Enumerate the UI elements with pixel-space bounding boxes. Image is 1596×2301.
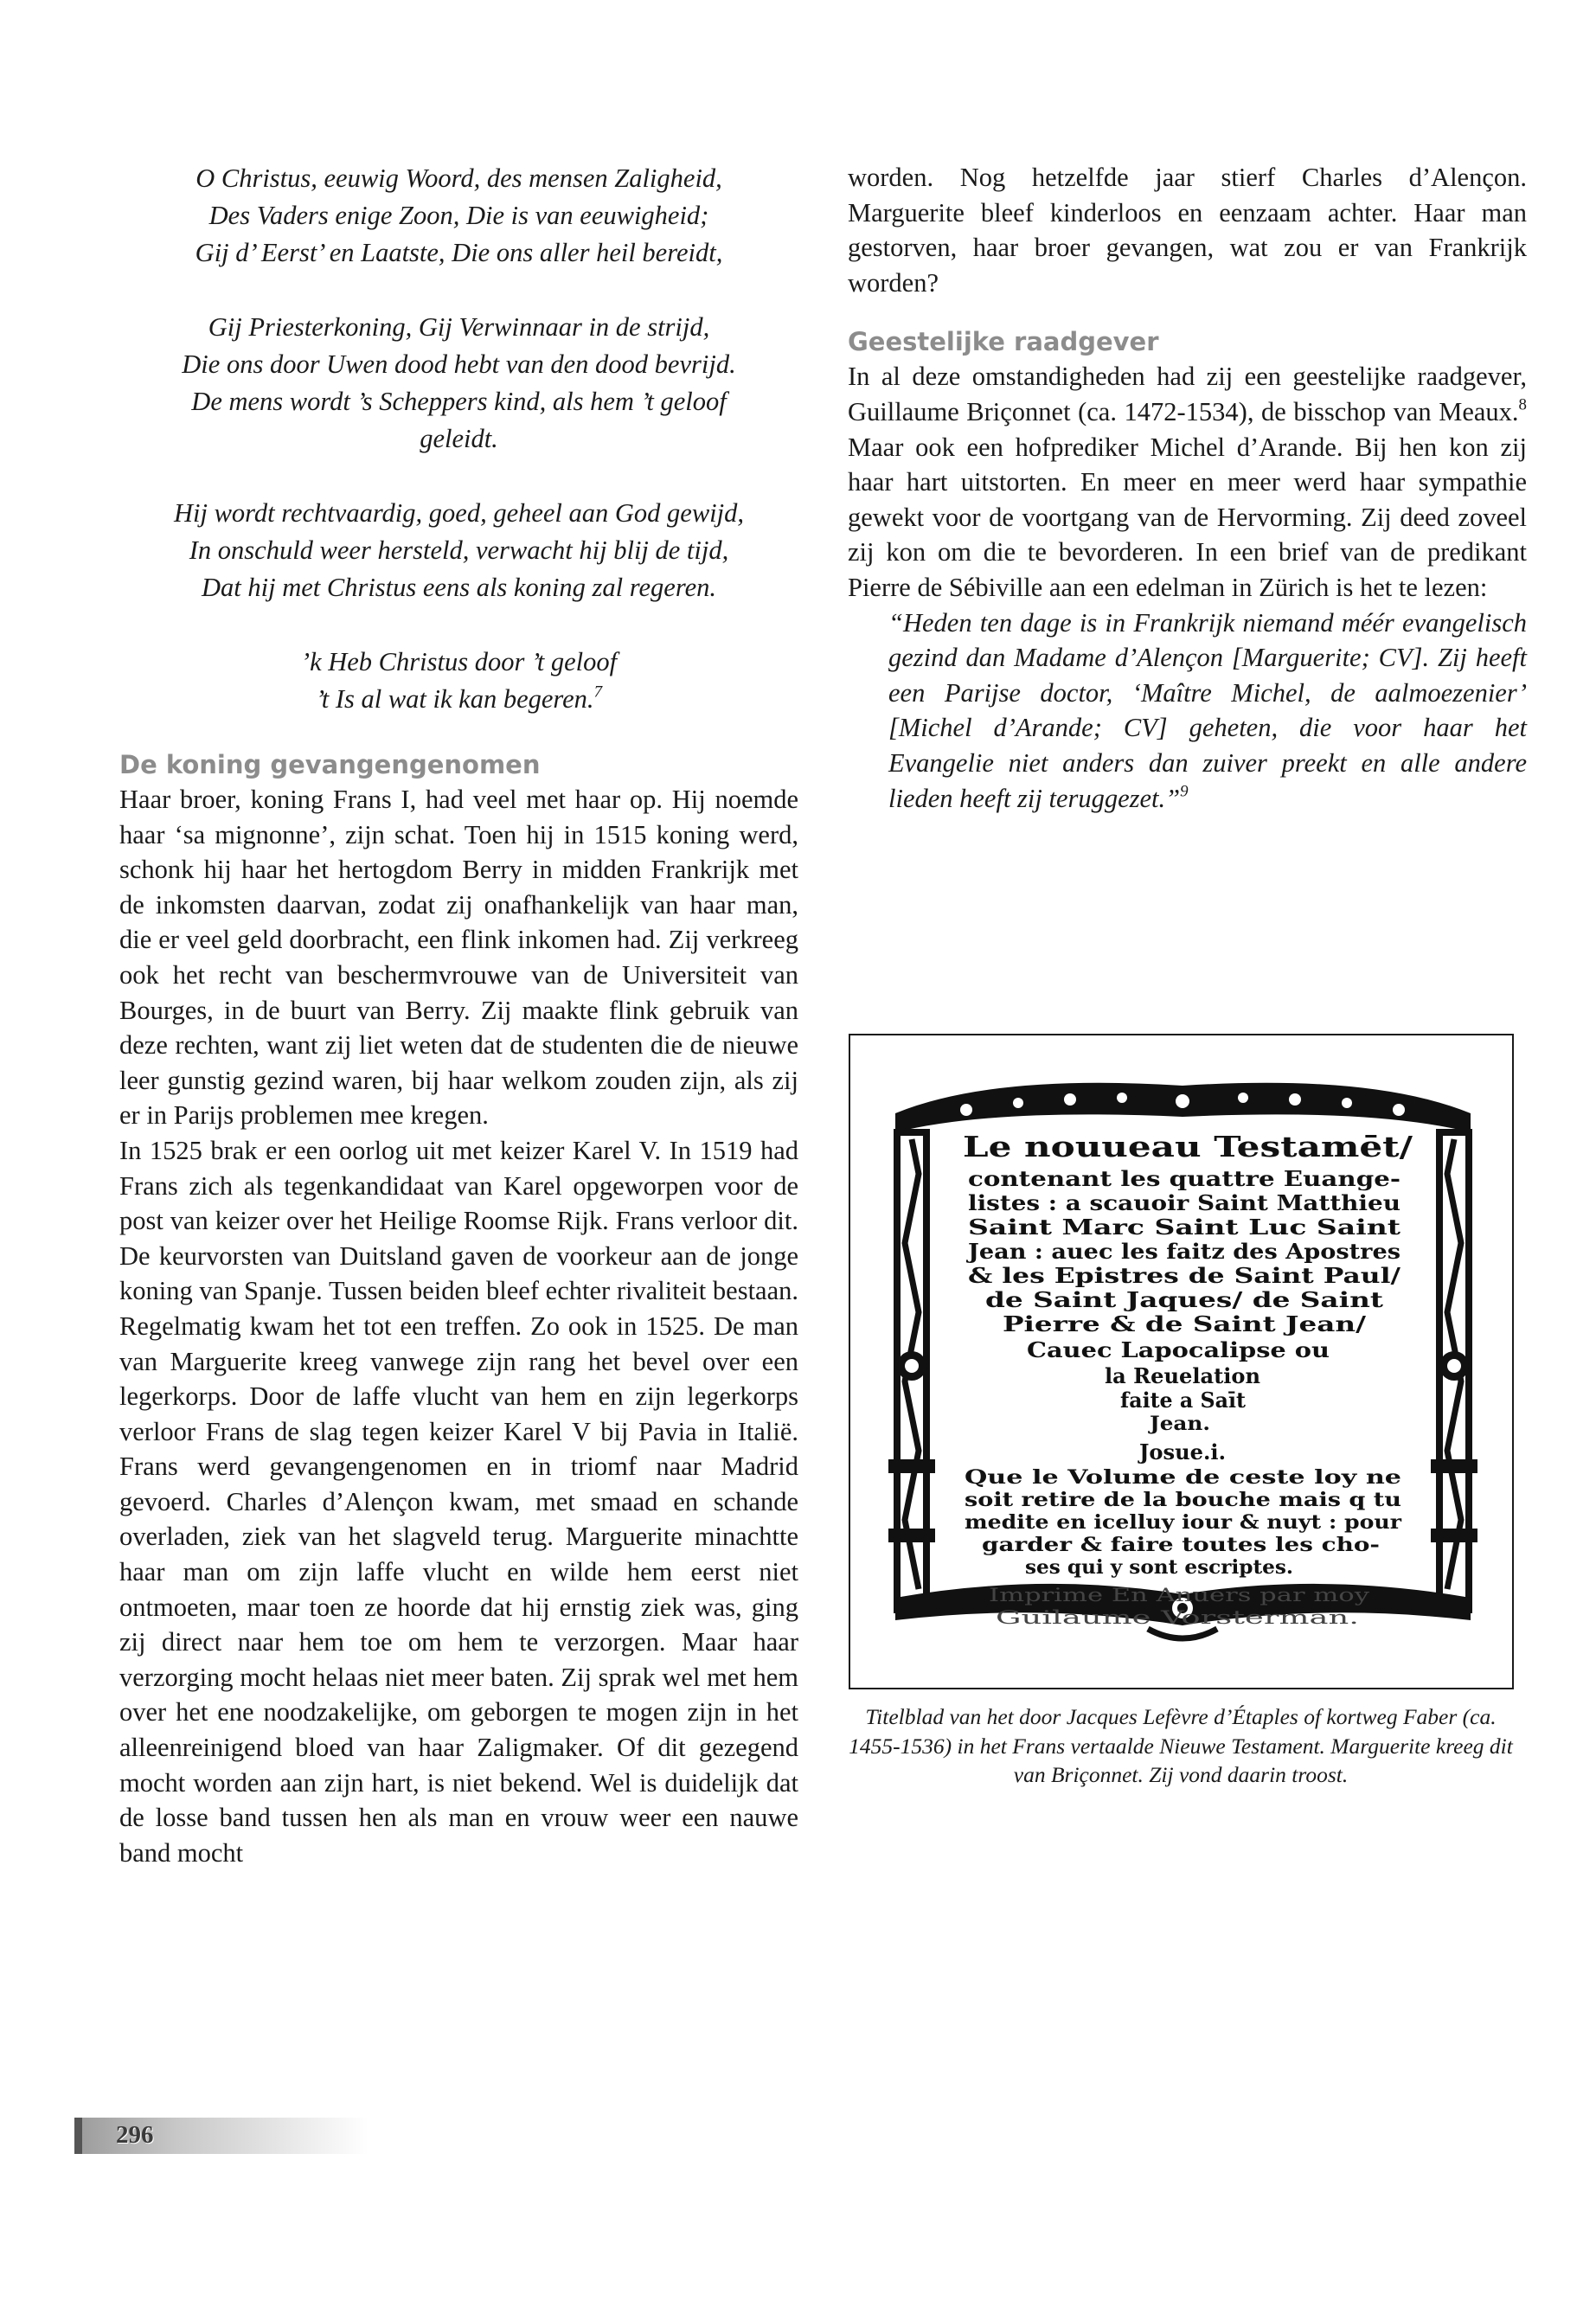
footnote-ref-7: 7 [593, 683, 603, 702]
title-page-figure [849, 1034, 1514, 1689]
blackletter-line: Jean. [1147, 1413, 1210, 1435]
paragraph-text: In al deze omstandigheden had zij een geestelijke raadgever, Guillaume Briçonnet (ca. 1472-1534), de bisschop van Meaux. [848, 362, 1527, 426]
blackletter-line: faite a Saīt [1120, 1388, 1246, 1413]
blackletter-line: Guilaume Vorsterman. [996, 1607, 1359, 1628]
section-heading-raadgever: Geestelijke raadgever [848, 327, 1159, 357]
page-number: 296 [116, 2121, 154, 2149]
block-quote [888, 606, 1527, 817]
blackletter-line: listes : a scauoir Saint Matthieu [968, 1190, 1401, 1215]
poem-line: De mens wordt ’s Scheppers kind, als hem ’t geloof [191, 387, 727, 416]
page-number-bar [74, 2118, 82, 2154]
title-page-woodcut [888, 1079, 1477, 1648]
blackletter-line: medite en icelluy iour & nuyt : pour [965, 1511, 1402, 1534]
paragraph-text: Maar ook een hofprediker Michel d’Arande. Bij hen kon zij haar hart uitstorten. En meer en meer werd haar sympathie gewekt voor de voortgang van de Hervorming. Zij deed zoveel zij kon om die te bevorderen. In een brief van de predikant Pierre de Sébiville aan een edelman in Zürich is het te lezen: [848, 432, 1527, 602]
blackletter-line: Que le Volume de ceste loy ne [965, 1466, 1401, 1489]
poem-line: Des Vaders enige Zoon, Die is van eeuwigheid; [208, 201, 709, 230]
body-paragraph-continued: worden. Nog hetzelfde jaar stierf Charles d’Alençon. Marguerite bleef kinderloos en eenzaam achter. Haar man gestorven, haar broer gevangen, wat zou er van Frankrijk worden? [848, 163, 1527, 298]
poem-line: Gij d’ Eerst’ en Laatste, Die ons aller heil bereidt, [195, 238, 723, 267]
blackletter-line: Jean : auec les faitz des Apostres [965, 1239, 1401, 1264]
poem-line: Die ons door Uwen dood hebt van den dood bevrijd. [182, 349, 736, 379]
body-paragraph: Haar broer, koning Frans I, had veel met haar op. Hij noemde haar ‘sa mignonne’, zijn schat. Toen hij in 1515 koning werd, schonk hij haar het hertogdom Berry in midden Frankrijk met de inkomsten daarvan, zodat zij onafhankelijk van haar man, die er veel geld doorbracht, een flink inkomen had. Zij verkreeg ook het recht van beschermvrouwe van de Universiteit van Bourges, in de buurt van Berry. Zij maakte flink gebruik van deze rechten, want zij liet weten dat de studenten die de nieuwe leer gunstig gezind waren, bij haar welkom zouden zijn, als zij er in Parijs problemen mee kregen. [119, 785, 798, 1131]
blackletter-line: Saint Marc Saint Luc Saint [968, 1215, 1401, 1240]
poem-line: O Christus, eeuwig Woord, des mensen Zaligheid, [195, 163, 722, 193]
poem-line: ’k Heb Christus door ’t geloof [300, 647, 618, 676]
blackletter-line: la Reuelation [1105, 1363, 1260, 1388]
poem-line-text: ’t Is al wat ik kan begeren. [315, 684, 594, 714]
blackletter-line: de Saint Jaques/ de Saint [985, 1287, 1383, 1312]
blackletter-line: contenant les quattre Euange- [968, 1166, 1401, 1191]
poem-stanza [119, 644, 798, 718]
body-paragraph [848, 359, 1527, 605]
page-number-tab [74, 2118, 369, 2154]
poem-line: Dat hij met Christus eens als koning zal regeren. [202, 573, 716, 602]
blackletter-line: garder & faire toutes les cho- [982, 1534, 1380, 1556]
figure-caption: Titelblad van het door Jacques Lefèvre d’Étaples of kortweg Faber (ca. 1455-1536) in het Frans vertaalde Nieuwe Testament. Marguerite kreeg dit van Briçonnet. Zij vond daarin troost. [849, 1704, 1513, 1787]
quote-text: “Heden ten dage is in Frankrijk niemand méér evangelisch gezind dan Madame d’Alençon [Marguerite; CV]. Zij heeft een Parijse doctor, ‘Maître Michel, de aalmoezenier’ [Michel d’Arande; CV] geheten, die voor haar het Evangelie niet anders dan zuiver preekt en alle andere lieden heeft zij teruggezet.” [888, 607, 1527, 813]
blackletter-line: Josue.i. [1137, 1439, 1226, 1465]
poem-stanza [119, 495, 798, 606]
blackletter-line: Imprime En Anuers par moy [989, 1585, 1370, 1606]
poem-line: geleidt. [420, 424, 498, 453]
blackletter-line: Pierre & de Saint Jean/ [1003, 1311, 1367, 1336]
poem-stanza [119, 309, 798, 458]
section-heading-koning: De koning gevangengenomen [119, 750, 541, 779]
left-column [119, 160, 798, 1870]
footnote-ref-9: 9 [1180, 782, 1189, 801]
blackletter-line: & les Epistres de Saint Paul/ [968, 1263, 1401, 1288]
poem-line: Hij wordt rechtvaardig, goed, geheel aan God gewijd, [173, 498, 745, 528]
poem [119, 160, 798, 718]
right-column [848, 160, 1527, 816]
blackletter-line: soit retire de la bouche mais q tu [965, 1489, 1402, 1511]
poem-line: Gij Priesterkoning, Gij Verwinnaar in de strijd, [208, 312, 710, 342]
footnote-ref-8: 8 [1518, 395, 1527, 414]
body-paragraph: In 1525 brak er een oorlog uit met keizer Karel V. In 1519 had Frans zich als tegenkandidaat van Karel opgeworpen voor de post van keizer over het Heilige Roomse Rijk. Frans verloor dit. De keurvorsten van Duitsland gaven de voorkeur aan de jonge koning van Spanje. Tussen beiden bleef echter rivaliteit bestaan. Regelmatig kwam het tot een treffen. Zo ook in 1525. De man van Marguerite kreeg vanwege zijn rang het bevel over een legerkorps. Door de laffe vlucht van hem en zijn legerkorps verloor Frans de slag tegen keizer Karel V bij Pavia in Italië. Frans werd gevangengenomen en in triomf naar Madrid gevoerd. Charles d’Alençon kwam, met smaad en schande overladen, ziek van het slagveld terug. Marguerite minachtte haar man om zijn laffe vlucht en wilde hem eerst niet ontmoeten, maar toen ze hoorde dat hij ernstig ziek was, ging zij direct naar hem toe om hem te verzorgen. Maar haar verzorging mocht helaas niet meer baten. Zij sprak wel met hem over het ene noodzakelijke, om geborgen te mogen zijn in het alleenreinigend bloed van haar Zaligmaker. Of dit gezegend mocht worden aan zijn hart, is niet bekend. Wel is duidelijk dat de losse band tussen hen als man en vrouw weer een nauwe band mocht [119, 1135, 798, 1868]
poem-line: In onschuld weer hersteld, verwacht hij blij de tijd, [189, 535, 729, 565]
blackletter-line: Le nouueau Testamēt/ [963, 1130, 1414, 1163]
blackletter-line: ses qui y sont escriptes. [1025, 1556, 1293, 1579]
poem-line [119, 681, 798, 718]
poem-stanza [119, 160, 798, 272]
blackletter-line: Cauec Lapocalipse ou [1027, 1337, 1330, 1362]
